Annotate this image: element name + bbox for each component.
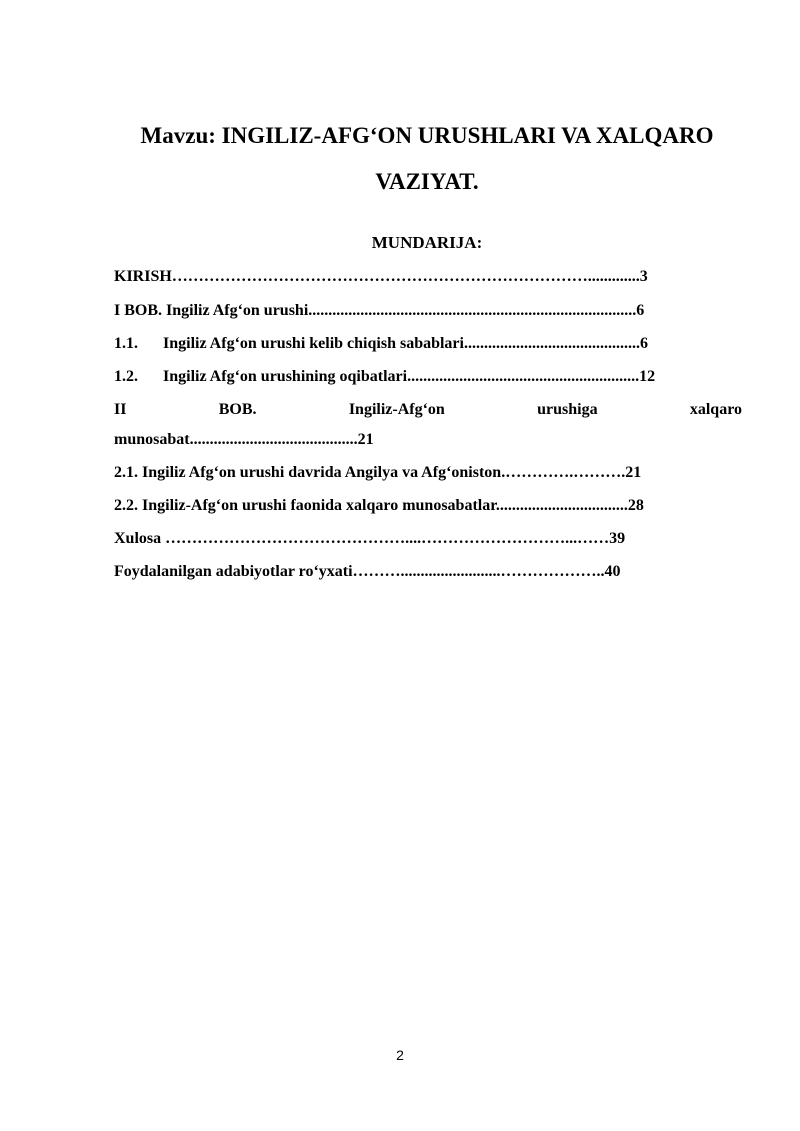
toc-word: II [114, 401, 127, 418]
toc-word: xalqaro [689, 401, 742, 418]
document-title [100, 113, 754, 205]
toc-word: Ingiliz-Afg‘on [348, 401, 445, 418]
toc-entry-text: Ingiliz Afg‘on urushining oqibatlari..........................................................12 [163, 368, 656, 385]
toc-entry-1-2[interactable] [114, 367, 742, 387]
toc-word: urushiga [537, 401, 598, 418]
toc-entry-number: 1.2. [114, 368, 138, 385]
title-line-2: VAZIYAT. [375, 169, 479, 194]
toc-entry-chapter-2-continuation[interactable]: munosabat..........................................21 [114, 431, 374, 448]
toc-entry-number: 1.1. [114, 335, 138, 352]
toc-entry-1-1[interactable] [114, 334, 742, 354]
toc-word: BOB. [218, 401, 257, 418]
toc-entry-kirish[interactable]: KIRISH…………………………………………………………………….............3 [114, 268, 648, 285]
toc-entry-xulosa[interactable]: Xulosa ………………………………………....………………………...……39 [114, 530, 626, 547]
toc-entry-chapter-1[interactable]: I BOB. Ingiliz Afg‘on urushi..................................................................................6 [114, 302, 645, 319]
toc-entry-2-2[interactable]: 2.2. Ingiliz-Afg‘on urushi faonida xalqaro munosabatlar.................................28 [114, 497, 644, 514]
toc-entry-bibliography[interactable]: Foydalanilgan adabiyotlar ro‘yxati……….........................………………..40 [114, 563, 621, 580]
toc-heading: MUNDARIJA: [371, 233, 483, 252]
toc-entry-text: Ingiliz Afg‘on urushi kelib chiqish sabablari............................................6 [163, 335, 648, 352]
title-line-1: Mavzu: INGILIZ-AFG‘ON URUSHLARI VA XALQARO [140, 123, 714, 148]
toc-entry-chapter-2[interactable] [114, 400, 742, 420]
page-number: 2 [396, 1047, 404, 1063]
toc-entry-2-1[interactable]: 2.1. Ingiliz Afg‘on urushi davrida Angilya va Afg‘oniston.………….……….21 [114, 464, 642, 481]
